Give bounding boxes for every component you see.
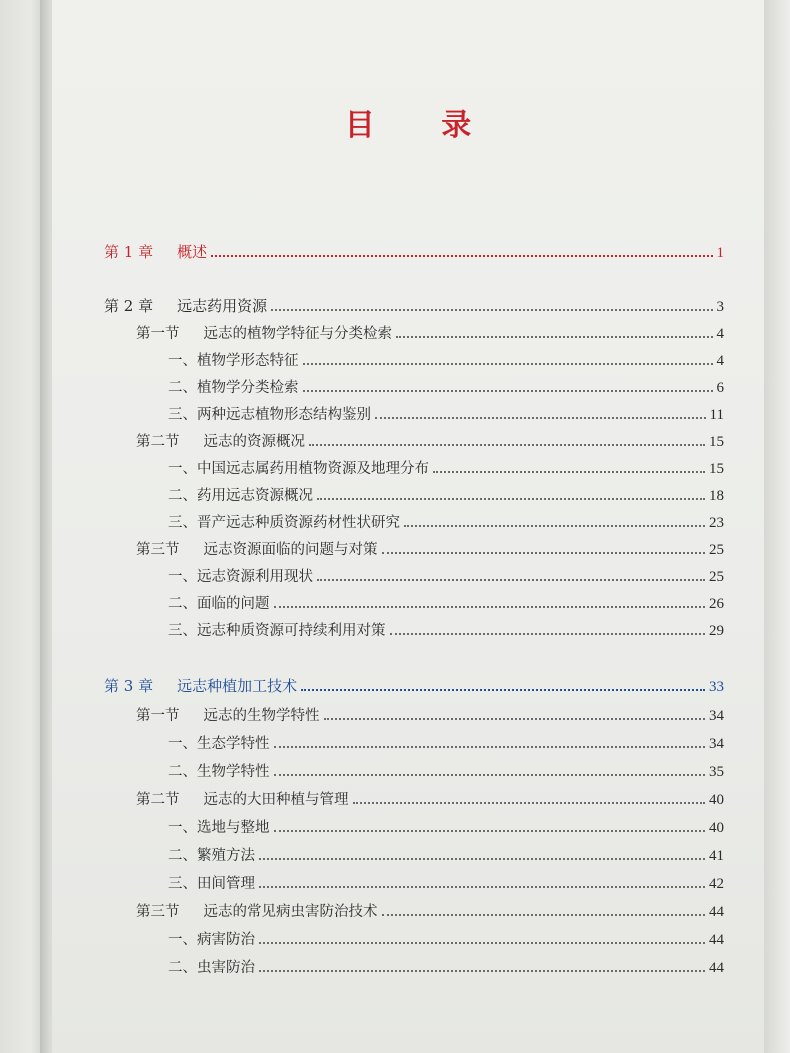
page-number: 11 [709,407,724,423]
toc-subsection[interactable] [168,564,724,586]
dot-leader [259,858,705,860]
toc-subsection[interactable] [168,815,724,837]
page-number: 34 [709,708,724,724]
toc-section[interactable] [136,429,724,451]
section-number: 第二节 [136,434,180,450]
page-number: 15 [709,434,724,450]
section-title: 远志的资源概况 [203,434,305,450]
page-number: 3 [716,299,724,315]
subsection-title: 一、远志资源利用现状 [168,569,313,585]
chapter-title: 远志种植加工技术 [177,677,298,695]
dot-leader [390,633,706,635]
subsection-title: 一、选地与整地 [168,820,270,836]
subsection-title: 三、田间管理 [168,876,255,892]
dot-leader [353,802,706,804]
toc-subsection[interactable] [168,955,724,977]
page-number: 26 [709,596,724,612]
page-number: 44 [709,960,724,976]
subsection-title: 一、病害防治 [168,932,255,948]
dot-leader [211,255,712,257]
toc-subsection[interactable] [168,375,724,397]
page-number: 29 [709,623,724,639]
toc-subsection[interactable] [168,927,724,949]
toc-subsection[interactable] [168,402,724,424]
toc-subsection[interactable] [168,591,724,613]
toc-subsection[interactable] [168,731,724,753]
toc-subsection[interactable] [168,871,724,893]
dot-leader [382,552,706,554]
dot-leader [375,417,706,419]
section-number: 第一节 [136,708,180,724]
left-page-edge [0,0,44,1053]
dot-leader [271,309,712,311]
toc-subsection[interactable] [168,348,724,370]
toc-section[interactable] [136,321,724,343]
toc-subsection[interactable] [168,759,724,781]
page-number: 33 [709,679,724,695]
page-number: 35 [709,764,724,780]
dot-leader [382,914,706,916]
toc-section[interactable] [136,899,724,921]
page-number: 40 [709,820,724,836]
toc-chapter-3[interactable] [104,674,724,696]
page-title: 目 录 [344,108,500,143]
page-number: 18 [709,488,724,504]
page-number: 15 [709,461,724,477]
page-number: 44 [709,904,724,920]
dot-leader [259,886,705,888]
page-number: 1 [716,245,724,261]
subsection-title: 二、植物学分类检索 [168,380,299,396]
chapter-number: 第 3 章 [104,677,154,695]
subsection-title: 三、两种远志植物形态结构鉴别 [168,407,371,423]
dot-leader [404,525,705,527]
dot-leader [274,830,706,832]
subsection-title: 三、远志种质资源可持续利用对策 [168,623,386,639]
toc-page [52,0,764,1053]
subsection-title: 一、中国远志属药用植物资源及地理分布 [168,461,429,477]
table-of-contents [52,0,764,1053]
toc-subsection[interactable] [168,618,724,640]
section-number: 第二节 [136,792,180,808]
section-number: 第三节 [136,542,180,558]
chapter-title: 概述 [177,243,208,261]
toc-section[interactable] [136,787,724,809]
toc-subsection[interactable] [168,456,724,478]
page-number: 4 [716,353,724,369]
subsection-title: 二、药用远志资源概况 [168,488,313,504]
page-number: 4 [716,326,724,342]
chapter-title: 远志药用资源 [177,297,268,315]
dot-leader [396,336,713,338]
section-title: 远志资源面临的问题与对策 [203,542,378,558]
chapter-number: 第 1 章 [104,243,154,261]
page-number: 42 [709,876,724,892]
page-number: 44 [709,932,724,948]
toc-chapter-2[interactable] [104,294,724,316]
dot-leader [317,579,705,581]
section-title: 远志的植物学特征与分类检索 [203,326,392,342]
dot-leader [259,942,705,944]
dot-leader [317,498,705,500]
dot-leader [301,689,705,691]
dot-leader [259,970,705,972]
dot-leader [433,471,705,473]
dot-leader [303,363,713,365]
page-number: 40 [709,792,724,808]
page-number: 23 [709,515,724,531]
section-title: 远志的常见病虫害防治技术 [203,904,378,920]
toc-chapter-1[interactable] [104,240,724,262]
dot-leader [324,718,706,720]
section-number: 第一节 [136,326,180,342]
subsection-title: 一、植物学形态特征 [168,353,299,369]
subsection-title: 二、虫害防治 [168,960,255,976]
page-number: 41 [709,848,724,864]
page-number: 34 [709,736,724,752]
section-title: 远志的生物学特性 [203,708,320,724]
subsection-title: 一、生态学特性 [168,736,270,752]
toc-section[interactable] [136,537,724,559]
page-number: 25 [709,542,724,558]
section-title: 远志的大田种植与管理 [203,792,349,808]
right-page-edge [764,0,790,1053]
dot-leader [274,606,706,608]
toc-subsection[interactable] [168,510,724,532]
section-number: 第三节 [136,904,180,920]
page-number: 25 [709,569,724,585]
subsection-title: 二、繁殖方法 [168,848,255,864]
subsection-title: 二、面临的问题 [168,596,270,612]
toc-subsection[interactable] [168,843,724,865]
toc-subsection[interactable] [168,483,724,505]
subsection-title: 三、晋产远志种质资源药材性状研究 [168,515,400,531]
toc-section[interactable] [136,703,724,725]
subsection-title: 二、生物学特性 [168,764,270,780]
dot-leader [274,746,706,748]
chapter-number: 第 2 章 [104,297,154,315]
dot-leader [274,774,706,776]
dot-leader [303,390,713,392]
page-number: 6 [716,380,724,396]
dot-leader [309,444,705,446]
